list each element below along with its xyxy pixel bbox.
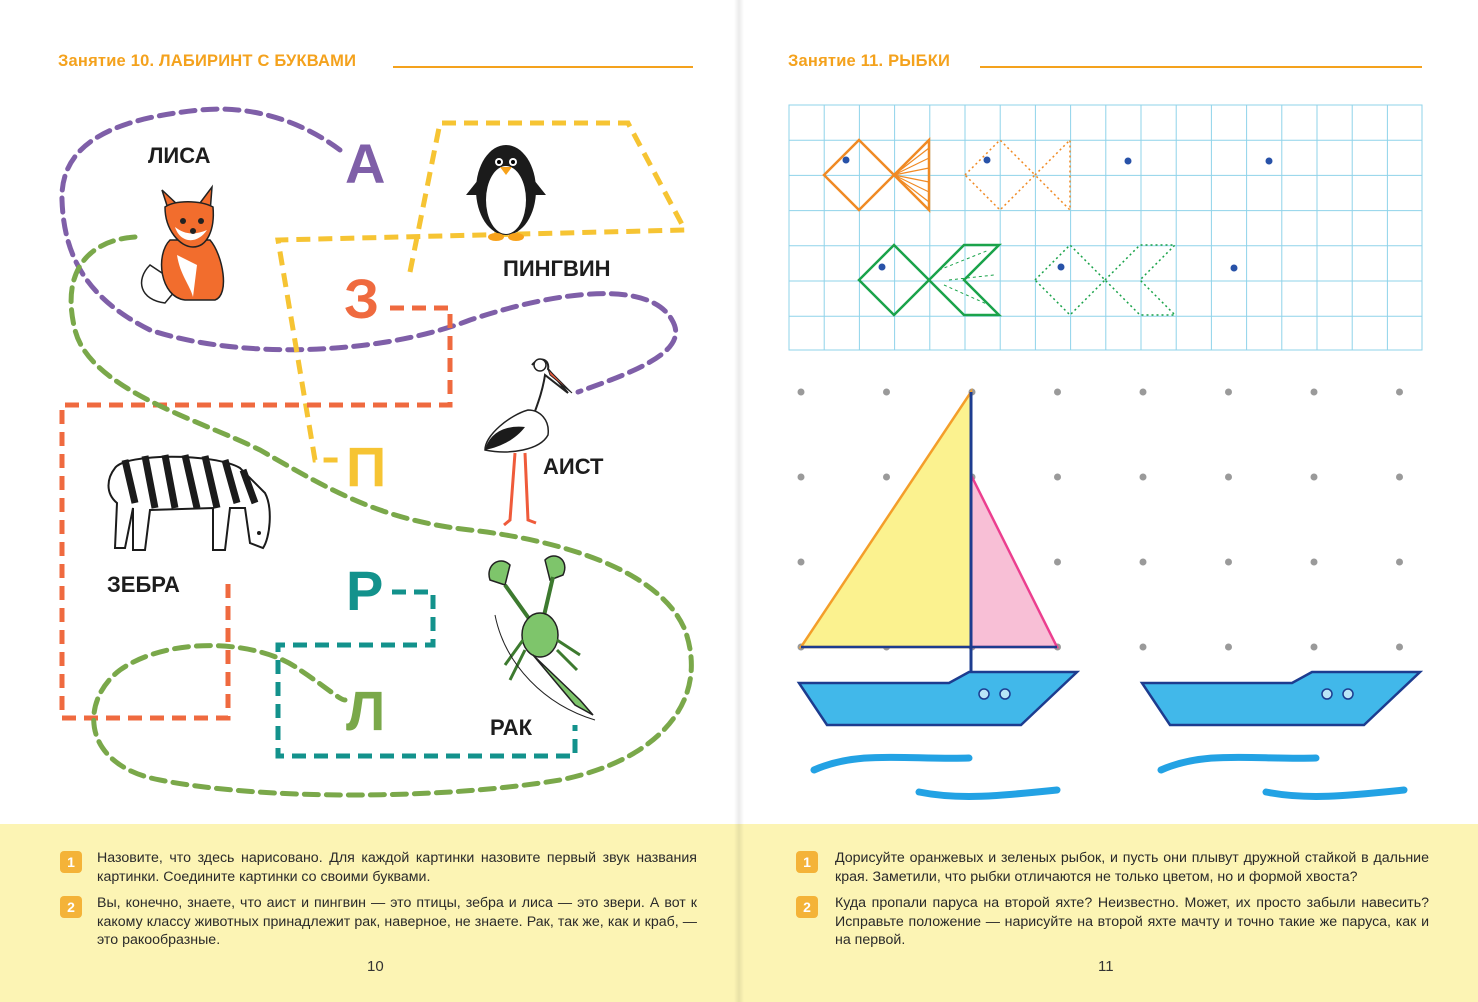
- maze-letter-r: Р: [346, 559, 384, 622]
- page-number: 11: [1098, 958, 1114, 975]
- page-title: Занятие 11. РЫБКИ: [788, 52, 951, 70]
- graph-paper-grid: [789, 105, 1422, 350]
- start-dot: [1266, 158, 1273, 165]
- task-text: Вы, конечно, знаете, что аист и пингвин — это птицы, зебра и лиса — это звери. А вот к какому классу животных принадлежит рак, наверное, не знаете. Рак, так же, как и краб, — это ракообразные.: [97, 895, 697, 948]
- sailboat-no-sails: [1142, 672, 1420, 796]
- maze-letter-l: Л: [346, 679, 386, 742]
- animal-label-crayfish: РАК: [490, 715, 533, 740]
- animal-label-penguin: ПИНГВИН: [503, 256, 611, 281]
- task-footer: [739, 824, 1478, 1002]
- task-number-badge: 2: [796, 896, 818, 918]
- letter-maze: [0, 0, 739, 824]
- crayfish-illustration: [489, 556, 595, 720]
- green-fish-sample: [859, 245, 999, 315]
- start-dot: [1125, 158, 1132, 165]
- animal-label-zebra: ЗЕБРА: [107, 572, 180, 597]
- fox-illustration: [142, 187, 224, 303]
- penguin-illustration: [466, 145, 546, 241]
- zebra-illustration: [109, 455, 270, 550]
- fish-grid-and-boats: [739, 0, 1478, 824]
- animal-label-fox: ЛИСА: [148, 143, 211, 168]
- maze-letter-z: З: [344, 267, 380, 330]
- task-number-badge: 1: [60, 851, 82, 873]
- maze-letter-a: А: [345, 132, 386, 195]
- stork-illustration: [485, 359, 572, 525]
- task-text: Дорисуйте оранжевых и зеленых рыбок, и пусть они плывут дружной стайкой в дальние края. Заметили, что рыбки отличаются не только цветом, но и формой хвоста?: [835, 850, 1429, 885]
- task-text: Куда пропали паруса на второй яхте? Неизвестно. Может, их просто забыли навесить? Исправьте положение — нарисуйте на второй яхте мачту и точно такие же паруса, как и на первой.: [835, 895, 1429, 948]
- task-text: Назовите, что здесь нарисовано. Для каждой картинки назовите первый звук названия картинки. Соедините картинки со своими буквами.: [97, 850, 697, 885]
- start-dot: [1231, 265, 1238, 272]
- task-number-badge: 2: [60, 896, 82, 918]
- animal-label-stork: АИСТ: [543, 454, 604, 479]
- maze-letter-p: П: [346, 435, 387, 498]
- sailboat-complete: [799, 392, 1077, 796]
- page-title: Занятие 10. ЛАБИРИНТ С БУКВАМИ: [58, 52, 357, 70]
- page-number: 10: [367, 958, 384, 975]
- right-page: [739, 0, 1478, 1002]
- task-number-badge: 1: [796, 851, 818, 873]
- green-fish-dotted: [1035, 245, 1175, 315]
- task-footer: [0, 824, 739, 1002]
